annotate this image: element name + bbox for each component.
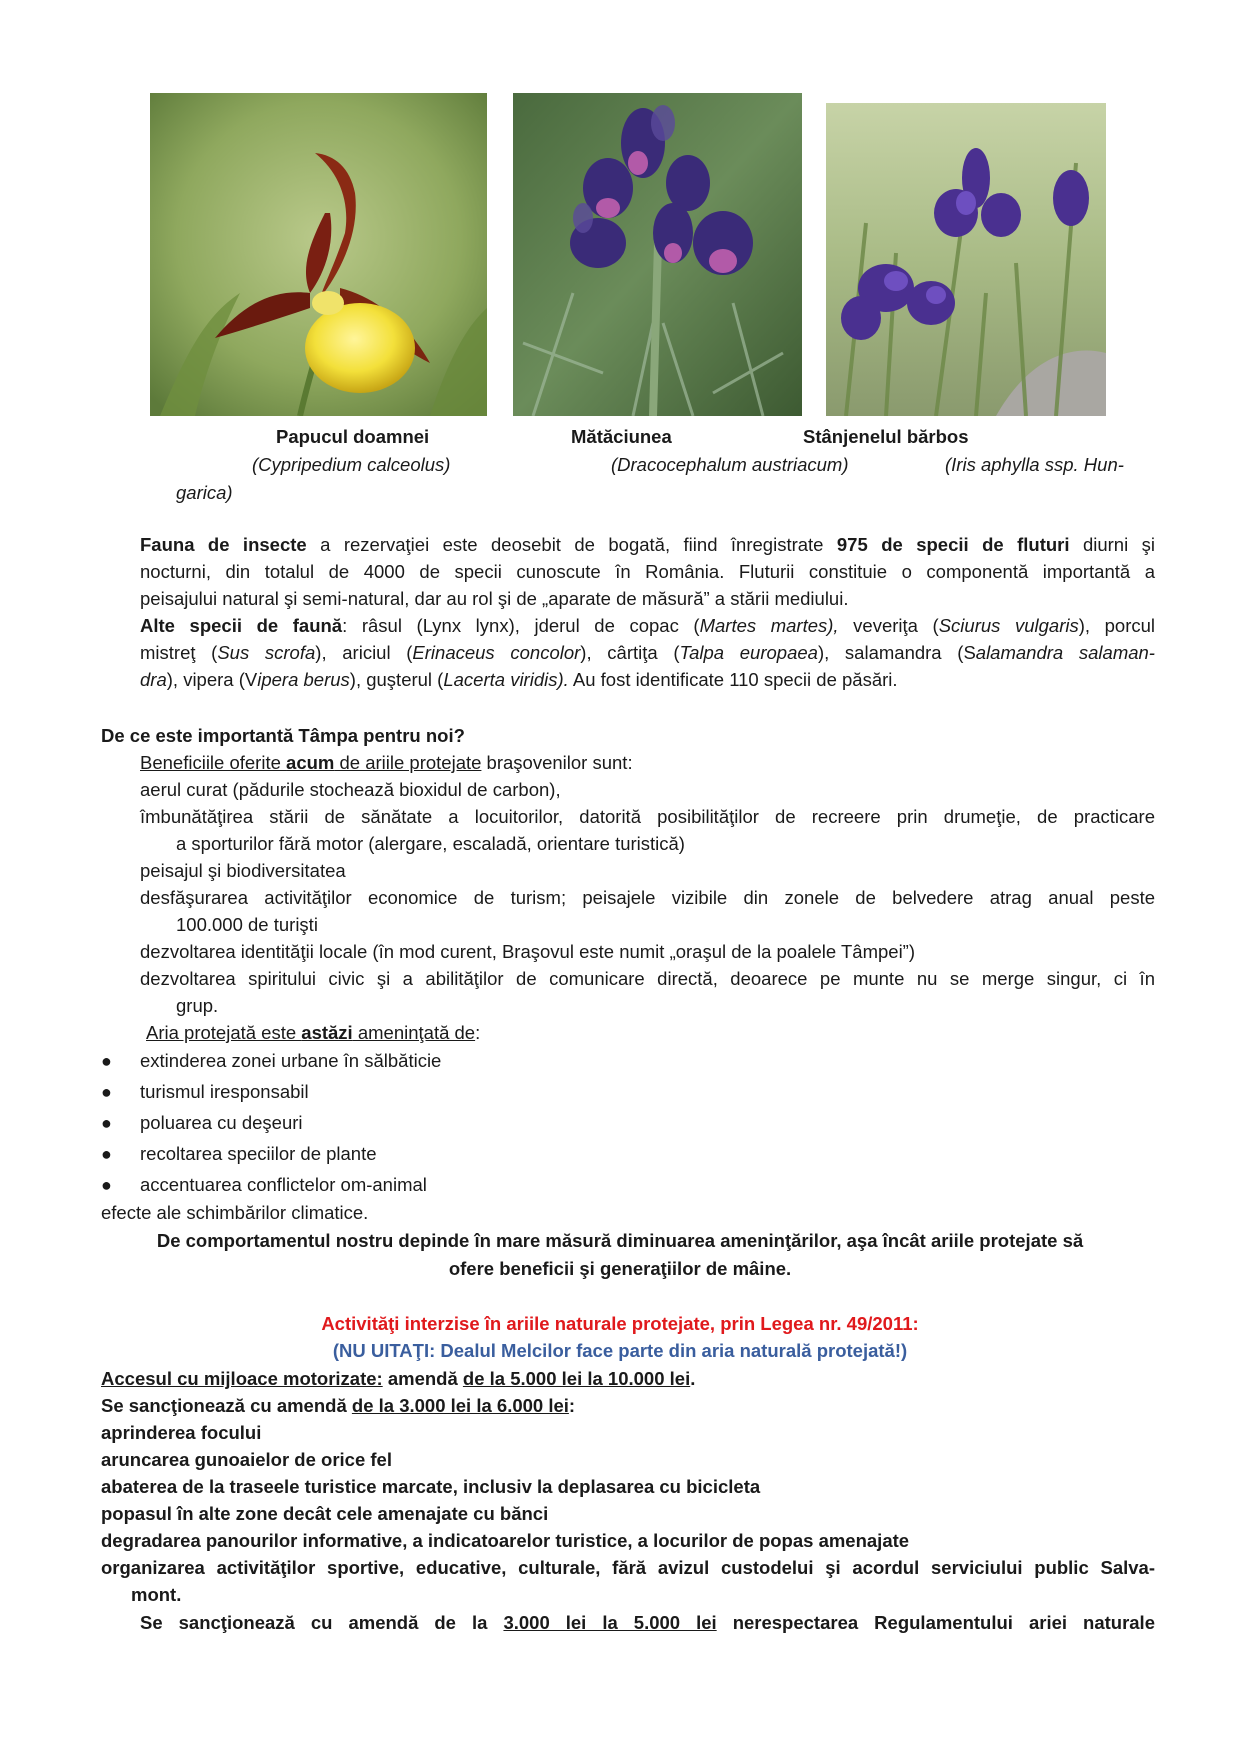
threat-item-last: efecte ale schimbărilor climatice. [101, 1202, 369, 1223]
threats-intro: Aria protejată este astăzi ameninţată de: [146, 1022, 481, 1043]
threat-item: accentuarea conflictelor om-animal [140, 1174, 427, 1195]
iris-photo [826, 103, 1106, 416]
benefit-item: îmbunătăţirea stării de sănătate a locuitorilor, datorită posibilităţilor de recreere prin drumeţie, de practicare [140, 806, 1155, 827]
bullet-icon: ● [101, 1082, 112, 1102]
forbidden-item: popasul în alte zone decât cele amenajate cu bănci [101, 1503, 549, 1524]
conclusion-line-1: De comportamentul nostru depinde în mare măsură diminuarea ameninţărilor, aşa încât ariile protejate să [156, 1230, 1084, 1251]
conclusion-line-2: ofere beneficii şi generaţiilor de mâine. [448, 1258, 792, 1279]
bullet-icon: ● [101, 1113, 112, 1133]
fauna-paragraph-line-5: mistreţ (Sus scrofa), ariciul (Erinaceus concolor), cârtiţa (Talpa europaea), salamandra (Salamandra salaman- [140, 642, 1155, 663]
lady-slipper-orchid-photo [150, 93, 487, 416]
threat-item: extinderea zonei urbane în sălbăticie [140, 1050, 442, 1071]
benefit-item: aerul curat (pădurile stochează bioxidul de carbon), [140, 779, 561, 800]
threat-item: recoltarea speciilor de plante [140, 1143, 377, 1164]
benefit-item: dezvoltarea identităţii locale (în mod curent, Braşovul este numit „oraşul de la poalele Tâmpei”) [140, 941, 915, 962]
caption-latin-dracocephalum: (Dracocephalum austriacum) [611, 454, 849, 475]
benefit-item: desfăşurarea activităţilor economice de turism; peisajele vizibile din zonele de belvedere atrag anual peste [140, 887, 1155, 908]
forbidden-activities-note: (NU UITAŢI: Dealul Melcilor face parte din aria naturală protejată!) [332, 1340, 908, 1361]
benefit-item-cont: a sporturilor fără motor (alergare, escaladă, orientare turistică) [176, 833, 685, 854]
forbidden-item: degradarea panourilor informative, a indicatoarelor turistice, a locurilor de popas amenajate [101, 1530, 910, 1551]
forbidden-item: organizarea activităţilor sportive, educative, culturale, fără avizul custodelui şi acordul serviciului public Salva- [101, 1557, 1155, 1578]
threat-item: turismul iresponsabil [140, 1081, 309, 1102]
benefit-item-cont: grup. [176, 995, 219, 1016]
forbidden-item-cont: mont. [131, 1584, 182, 1605]
forbidden-item: aprinderea focului [101, 1422, 262, 1443]
caption-mataciunea: Mătăciunea [571, 426, 672, 447]
forbidden-item: abaterea de la traseele turistice marcate, inclusiv la deplasarea cu bicicleta [101, 1476, 761, 1497]
bullet-icon: ● [101, 1175, 112, 1195]
threat-item: poluarea cu deşeuri [140, 1112, 303, 1133]
fauna-paragraph-line-1: Fauna de insecte a rezervaţiei este deosebit de bogată, fiind înregistrate 975 de specii de fluturi diurni şi [140, 534, 1155, 555]
importance-heading: De ce este importantă Tâmpa pentru noi? [101, 725, 465, 746]
forbidden-activities-title: Activităţi interzise în ariile naturale protejate, prin Legea nr. 49/2011: [321, 1313, 919, 1334]
forbidden-item: aruncarea gunoaielor de orice fel [101, 1449, 392, 1470]
caption-papucul-doamnei: Papucul doamnei [276, 426, 430, 447]
fauna-paragraph-line-4: Alte specii de faună: râsul (Lynx lynx), jderul de copac (Martes martes), veveriţa (Sciurus vulgaris), porcul [140, 615, 1156, 636]
caption-stanjenelul-barbos: Stânjenelul bărbos [803, 426, 969, 447]
caption-latin-iris-cont: garica) [176, 482, 233, 503]
benefits-intro: Beneficiile oferite acum de ariile protejate braşovenilor sunt: [140, 752, 633, 773]
regulation-fine: Se sancţionează cu amendă de la 3.000 lei la 5.000 lei nerespectarea Regulamentului ariei naturale [140, 1612, 1155, 1633]
benefit-item: peisajul şi biodiversitatea [140, 860, 346, 881]
fauna-paragraph-line-3: peisajului natural şi semi-natural, dar au rol şi de „aparate de măsură” a stării mediului. [140, 588, 849, 609]
benefit-item: dezvoltarea spiritului civic şi a abilităţilor de comunicare directă, deoarece pe munte nu se merge singur, ci în [140, 968, 1155, 989]
fine-intro: Se sancţionează cu amendă de la 3.000 lei la 6.000 lei: [101, 1395, 576, 1416]
benefit-item-cont: 100.000 de turişti [176, 914, 318, 935]
caption-latin-cypripedium: (Cypripedium calceolus) [252, 454, 451, 475]
fauna-paragraph-line-6: dra), vipera (Vipera berus), guşterul (Lacerta viridis). Au fost identificate 110 specii de păsări. [140, 669, 898, 690]
caption-latin-iris: (Iris aphylla ssp. Hun- [945, 454, 1124, 475]
bullet-icon: ● [101, 1144, 112, 1164]
dracocephalum-photo [513, 93, 802, 416]
motorized-access-fine: Accesul cu mijloace motorizate: amendă de la 5.000 lei la 10.000 lei. [101, 1368, 696, 1389]
bullet-icon: ● [101, 1051, 112, 1071]
fauna-paragraph-line-2: nocturni, din totalul de 4000 de specii cunoscute în România. Fluturii constituie o componentă importantă a [140, 561, 1155, 582]
